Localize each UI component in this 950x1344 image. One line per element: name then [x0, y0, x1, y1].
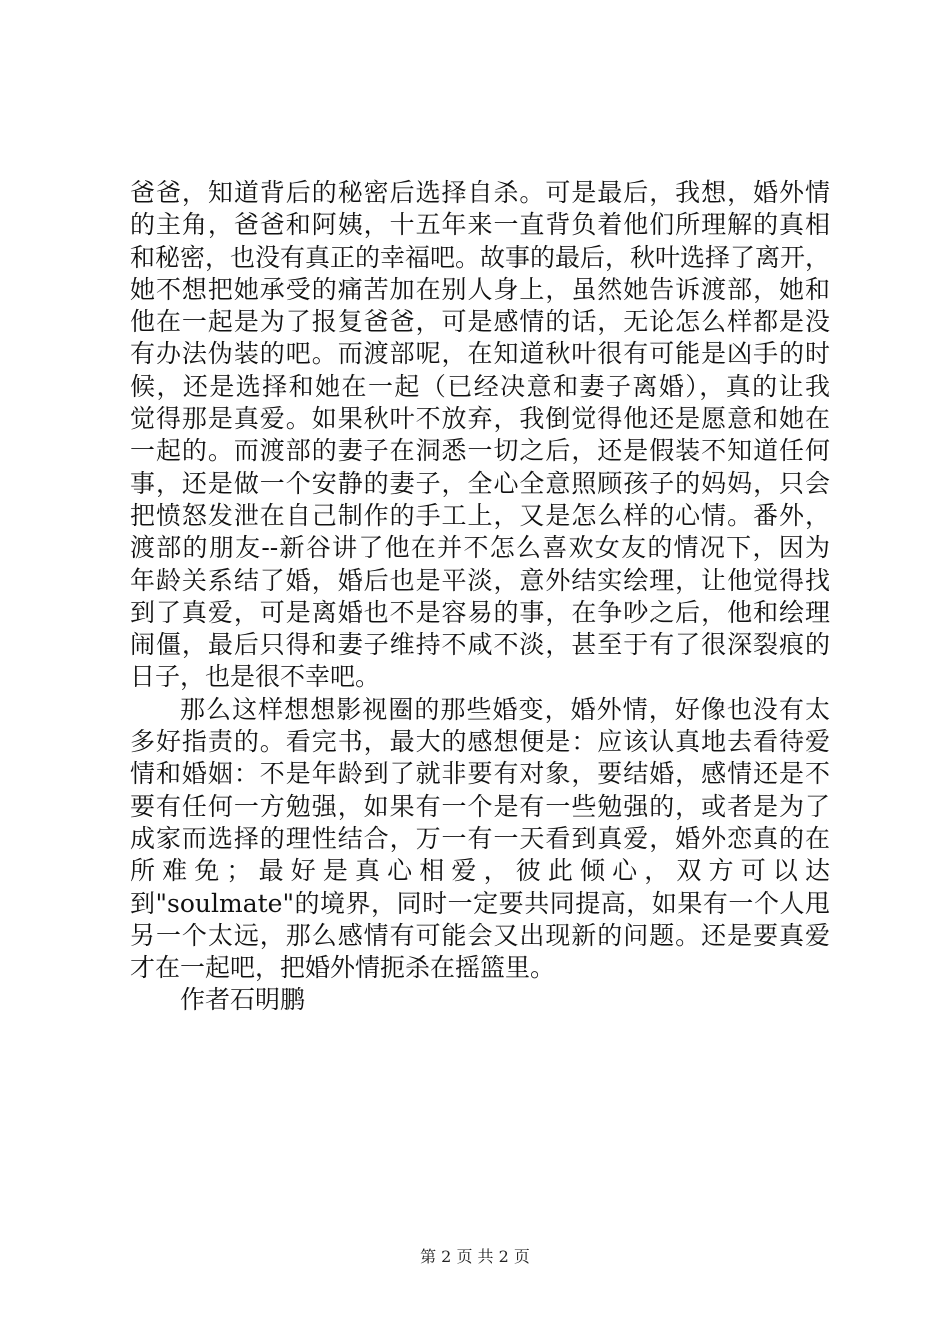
text-line: 到"soulmate"的境界，同时一定要共同提高，如果有一个人甩: [130, 888, 830, 918]
text-line: 才在一起吧，把婚外情扼杀在摇篮里。: [130, 953, 556, 983]
text-line: 要有任何一方勉强，如果有一个是有一些勉强的，或者是为了: [130, 791, 830, 821]
document-body: [130, 177, 830, 1017]
text-line: 情和婚姻：不是年龄到了就非要有对象，要结婚，感情还是不: [130, 759, 830, 789]
text-line: 所难免；最好是真心相爱，彼此倾心，双方可以达: [130, 856, 830, 886]
text-line: 多好指责的。看完书，最大的感想便是：应该认真地去看待爱: [130, 727, 830, 757]
text-line: 把愤怒发泄在自己制作的手工上，又是怎么样的心情。番外，: [130, 500, 830, 530]
text-line: 有办法伪装的吧。而渡部呢，在知道秋叶很有可能是凶手的时: [130, 339, 830, 369]
author-line: 作者石明鹏: [180, 985, 306, 1015]
text-line: 另一个太远，那么感情有可能会又出现新的问题。还是要真爱: [130, 920, 830, 950]
text-line: 日子，也是很不幸吧。: [130, 662, 381, 692]
text-line: 一起的。而渡部的妻子在洞悉一切之后，还是假装不知道任何: [130, 436, 830, 466]
text-line: 年龄关系结了婚，婚后也是平淡，意外结实绘理，让他觉得找: [130, 565, 830, 595]
text-line: 到了真爱，可是离婚也不是容易的事，在争吵之后，他和绘理: [130, 597, 830, 627]
text-line: 爸爸，知道背后的秘密后选择自杀。可是最后，我想，婚外情: [130, 178, 830, 207]
text-line: 渡部的朋友--新谷讲了他在并不怎么喜欢女友的情况下，因为: [130, 533, 830, 563]
text-line: 和秘密，也没有真正的幸福吧。故事的最后，秋叶选择了离开，: [130, 242, 831, 272]
text-line: 成家而选择的理性结合，万一有一天看到真爱，婚外恋真的在: [130, 823, 830, 853]
text-line: 那么这样想想影视圈的那些婚变，婚外情，好像也没有太: [180, 694, 830, 724]
text-line: 觉得那是真爱。如果秋叶不放弃，我倒觉得他还是愿意和她在: [130, 404, 830, 434]
text-line: 候，还是选择和她在一起（已经决意和妻子离婚），真的让我: [130, 371, 830, 401]
text-line: 他在一起是为了报复爸爸，可是感情的话，无论怎么样都是没: [130, 307, 830, 337]
page-number-footer: 第 2 页 共 2 页: [420, 1247, 530, 1266]
text-line: 闹僵，最后只得和妻子维持不咸不淡，甚至于有了很深裂痕的: [130, 630, 830, 660]
text-line: 事，还是做一个安静的妻子，全心全意照顾孩子的妈妈，只会: [130, 468, 830, 498]
text-line: 她不想把她承受的痛苦加在别人身上，虽然她告诉渡部，她和: [130, 274, 830, 304]
text-line: 的主角，爸爸和阿姨，十五年来一直背负着他们所理解的真相: [130, 210, 830, 240]
